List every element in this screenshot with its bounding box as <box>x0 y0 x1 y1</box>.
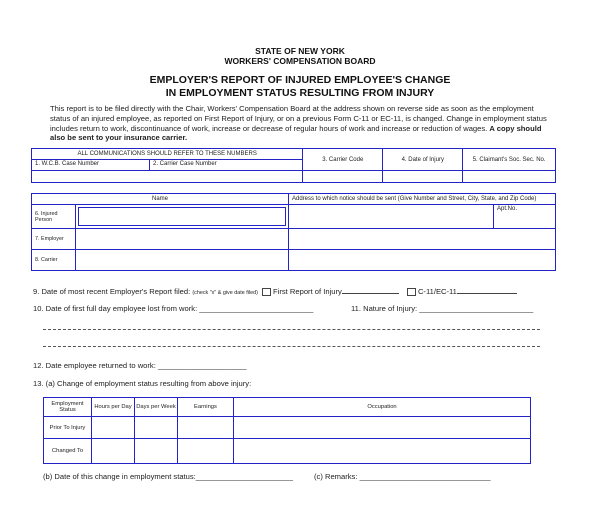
prior-earnings-cell[interactable] <box>178 417 234 439</box>
changed-earnings-cell[interactable] <box>178 439 234 464</box>
date-of-injury-field[interactable]: 4. Date of Injury <box>383 149 463 171</box>
col-occupation: Occupation <box>234 398 531 417</box>
carrier-name-input[interactable] <box>76 250 289 271</box>
changed-hours-cell[interactable] <box>92 439 135 464</box>
row-carrier-label: 8. Carrier <box>32 250 76 271</box>
prior-hours-cell[interactable] <box>92 417 135 439</box>
q9-first-report-label: First Report of Injury <box>273 287 342 296</box>
question-10[interactable]: 10. Date of first full day employee lost from work: ___________________________ <box>33 304 314 313</box>
intro-bold-note: A copy should also be sent to your insurance carrier. <box>50 123 542 143</box>
q9-hint: (check "x" & give date filed) <box>192 290 258 296</box>
wcb-case-field[interactable]: 1. W.C.B. Case Number <box>32 160 150 171</box>
row-employer-label: 7. Employer <box>32 229 76 250</box>
question-9 <box>33 286 517 296</box>
question-12[interactable]: 12. Date employee returned to work: _____________________ <box>33 361 247 370</box>
prior-occupation-cell[interactable] <box>234 417 531 439</box>
question-13b[interactable]: (b) Date of this change in employment status:_______________________ <box>43 472 293 481</box>
apt-no-field[interactable]: Apt.No. <box>494 205 556 229</box>
first-report-checkbox[interactable] <box>262 288 271 296</box>
nature-line-2[interactable] <box>43 346 540 347</box>
board-header: WORKERS' COMPENSATION BOARD <box>224 56 376 66</box>
claimant-ssn-field[interactable]: 5. Claimant's Soc. Sec. No. <box>463 149 556 171</box>
intro-paragraph <box>50 104 555 143</box>
question-13c[interactable]: (c) Remarks: _______________________________ <box>314 472 491 481</box>
first-report-date-line[interactable] <box>342 286 399 294</box>
nature-line-1[interactable] <box>43 329 540 330</box>
case-numbers-table <box>31 148 556 183</box>
employment-status-table <box>43 397 531 464</box>
row-changed-to: Changed To <box>44 439 92 464</box>
injured-address-input[interactable] <box>289 205 494 229</box>
row-prior-to-injury: Prior To Injury <box>44 417 92 439</box>
parties-table <box>31 193 556 271</box>
col-employment-status: Employment Status <box>44 398 92 417</box>
q9-label: 9. Date of most recent Employer's Report filed: <box>33 287 191 296</box>
c11-date-line[interactable] <box>457 286 517 294</box>
form-title-line1: EMPLOYER'S REPORT OF INJURED EMPLOYEE'S CHANGE <box>149 74 451 86</box>
question-13a: 13. (a) Change of employment status resulting from above injury: <box>33 379 252 388</box>
all-comm-label: ALL COMMUNICATIONS SHOULD REFER TO THESE NUMBERS <box>32 149 303 160</box>
address-column-header: Address to which notice should be sent (Give Number and Street, City, State, and Zip Code) <box>289 194 556 205</box>
prior-days-cell[interactable] <box>135 417 178 439</box>
carrier-case-field[interactable]: 2. Carrier Case Number <box>150 160 303 171</box>
changed-days-cell[interactable] <box>135 439 178 464</box>
injured-name-input[interactable] <box>78 207 286 226</box>
c11-checkbox[interactable] <box>407 288 416 296</box>
row-injured-person-label: 6. Injured Person <box>32 205 76 229</box>
question-11[interactable]: 11. Nature of Injury: ___________________________ <box>351 304 534 313</box>
name-column-header: Name <box>32 194 289 205</box>
col-earnings: Earnings <box>178 398 234 417</box>
carrier-address-input[interactable] <box>289 250 556 271</box>
q9-c11-label: C-11/EC-11 <box>417 287 457 296</box>
col-hours-per-day: Hours per Day <box>92 398 135 417</box>
employer-address-input[interactable] <box>289 229 556 250</box>
carrier-code-field[interactable]: 3. Carrier Code <box>303 149 383 171</box>
changed-occupation-cell[interactable] <box>234 439 531 464</box>
form-title-line2: IN EMPLOYMENT STATUS RESULTING FROM INJURY <box>165 87 435 99</box>
employer-name-input[interactable] <box>76 229 289 250</box>
intro-text: This report is to be filed directly with the Chair, Workers' Compensation Board at the address shown on reverse side as soon as the employment status of an injured employee, as reported on First Report of Injury, or on a previous Form C-11 or EC-11, is changed. Change in employment status includes return to work, discontinuance of work, increase or decrease of regular hours of work and increase or reduction of wages. <box>50 104 547 133</box>
state-header: STATE OF NEW YORK <box>255 46 345 56</box>
col-days-per-week: Days per Week <box>135 398 178 417</box>
